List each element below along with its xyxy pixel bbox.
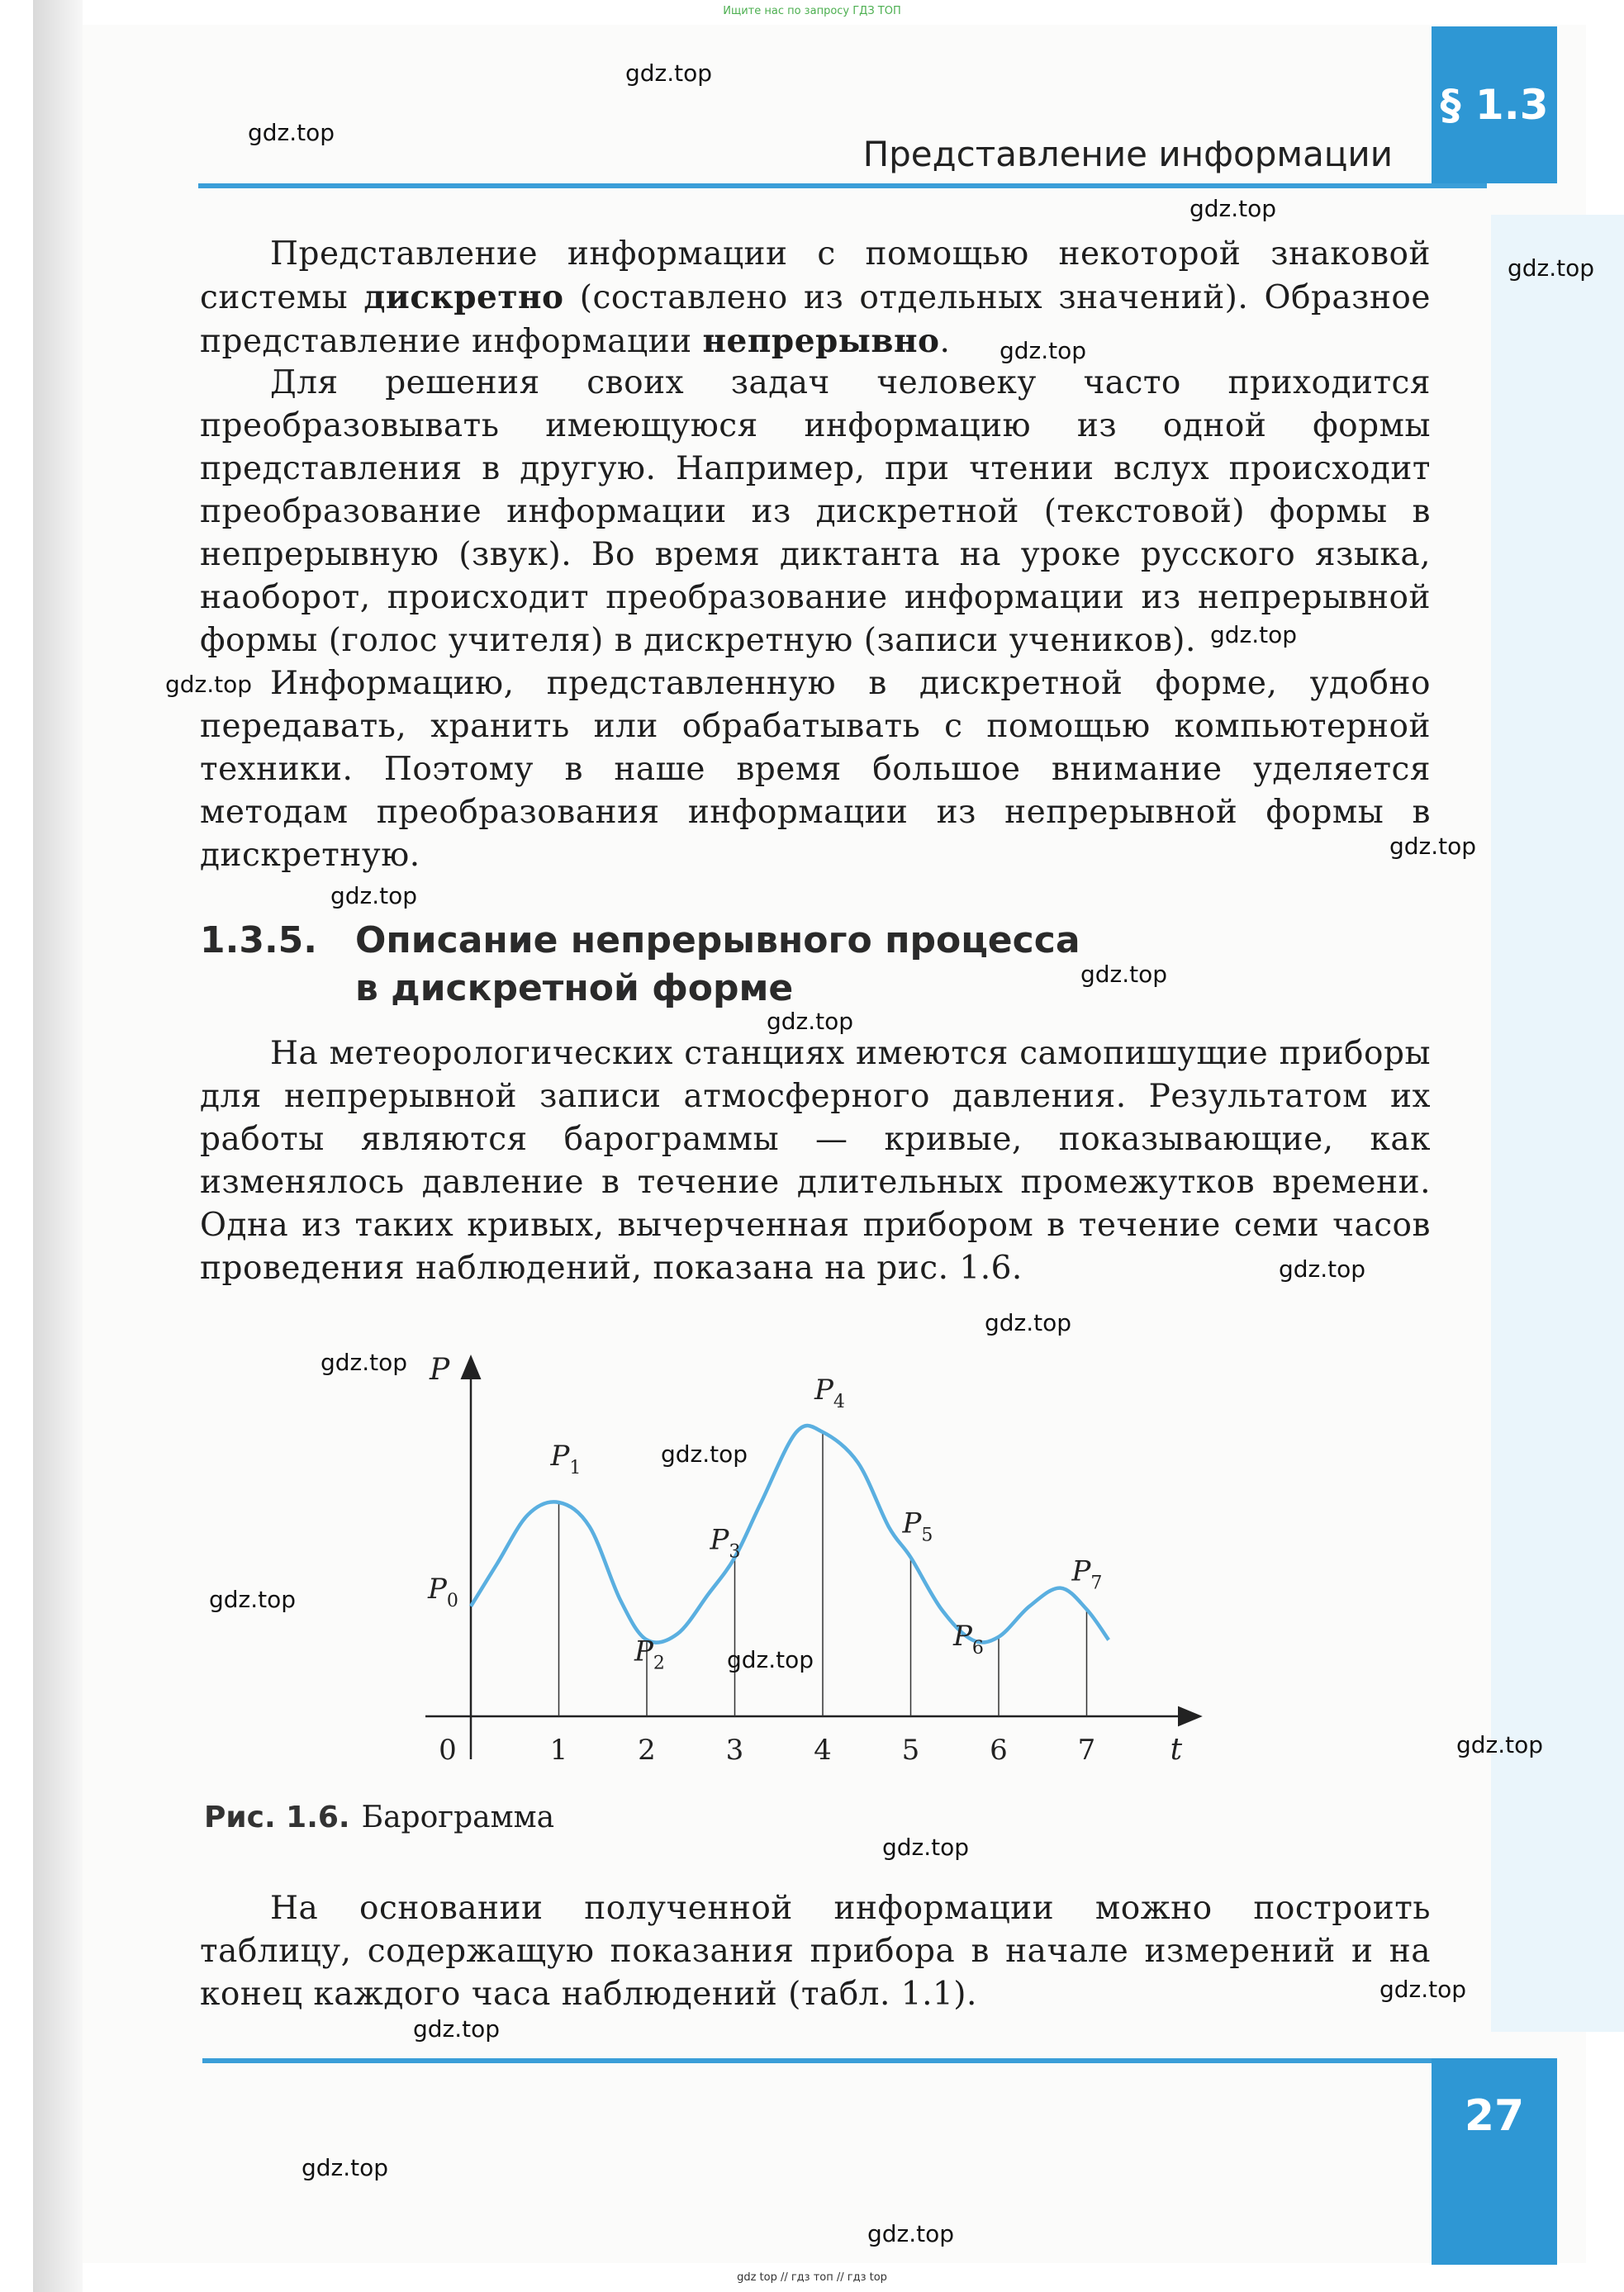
x-tick-label: 6: [990, 1734, 1008, 1767]
x-tick-label: 5: [901, 1734, 920, 1767]
x-axis-label: t: [1170, 1733, 1183, 1767]
watermark: gdz.top: [767, 1008, 854, 1035]
watermark: gdz.top: [321, 1349, 408, 1376]
paragraph-2: Для решения своих задач человеку часто приходится преобразовывать имеющуюся информацию из одной формы представления в другую. Например, при чтении вслух происходит преобразование информации из дискретной (текстовой) формы в непрерывную (звук). Во время диктанта на уроке русского языка, наоборот, происходит преобразование информации из непрерывной формы (голос учителя) в дискретную (записи учеников).: [200, 364, 1431, 659]
page-gutter-shadow: [33, 0, 83, 2292]
point-label: $P_2$: [634, 1635, 665, 1674]
watermark: gdz.top: [867, 2220, 955, 2247]
margin-strip: [1491, 215, 1624, 2032]
watermark: gdz.top: [330, 882, 418, 909]
x-tick-label: 2: [638, 1734, 656, 1767]
watermark: gdz.top: [302, 2154, 389, 2181]
section-tab-label: § 1.3: [1440, 81, 1549, 129]
x-tick-label: 1: [549, 1734, 568, 1767]
watermark: gdz.top: [882, 1834, 970, 1861]
page-number: 27: [1464, 2091, 1525, 2141]
figure-caption-number: Рис. 1.6.: [204, 1801, 350, 1834]
watermark: gdz.top: [1379, 1976, 1467, 2003]
p1-text-c: (составлено из отдельных значений). Образное представление информации: [200, 279, 1431, 360]
page-number-tab: [1432, 2058, 1557, 2265]
paragraph-1: [200, 233, 1431, 363]
paragraph-3: Информацию, представленную в дискретной форме, удобно передавать, хранить или обрабатывать с помощью компьютерной техники. Поэтому в наше время большое внимание уделяется методам преобразования информации из непрерывной формы в дискретную.: [200, 665, 1431, 874]
footer-rule: [202, 2058, 1433, 2063]
point-label: $P_5$: [902, 1507, 933, 1546]
header-rule: [198, 183, 1487, 188]
point-label: $P_3$: [710, 1523, 741, 1563]
watermark: gdz.top: [165, 671, 253, 698]
watermark: gdz.top: [209, 1586, 297, 1613]
watermark: gdz.top: [1279, 1255, 1366, 1283]
point-label: $P_4$: [814, 1373, 845, 1412]
point-label: $P_0$: [428, 1572, 458, 1611]
running-header: Представление информации: [862, 134, 1393, 174]
top-note: Ищите нас по запросу ГДЗ ТОП: [723, 5, 901, 17]
watermark: gdz.top: [727, 1646, 814, 1673]
section-tab: [1432, 26, 1557, 183]
watermark: gdz.top: [1389, 833, 1477, 860]
watermark: gdz.top: [1456, 1731, 1544, 1758]
barogram-figure: [190, 1346, 1264, 1776]
point-label: $P_1$: [550, 1440, 582, 1478]
section-number: 1.3.5.: [200, 919, 317, 961]
paragraph-4: На метеорологических станциях имеются самопишущие приборы для непрерывной записи атмосферного давления. Результатом их работы являются барограммы — кривые, показывающие, как изменялось давление в течение длительных промежутков времени. Одна из таких кривых, вычерченная прибором в течение семи часов проведения наблюдений, показана на рис. 1.6.: [200, 1035, 1431, 1287]
barogram-chart: [190, 1346, 1264, 1776]
paragraph-5: На основании полученной информации можно построить таблицу, содержащую показания прибора в начале измерений и на конец каждого часа наблюдений (табл. 1.1).: [200, 1890, 1431, 2013]
watermark: gdz.top: [1508, 254, 1595, 282]
figure-caption: [204, 1801, 554, 1834]
watermark: gdz.top: [625, 59, 713, 87]
bottom-note: gdz top // гдз топ // гдз top: [737, 2271, 887, 2284]
watermark: gdz.top: [413, 2015, 501, 2043]
p1-text-a: Представление информации с помощью некоторой знаковой системы: [200, 235, 1431, 316]
p1-bold-discrete: дискретно: [363, 278, 564, 316]
point-label: $P_7$: [1071, 1554, 1103, 1594]
watermark: gdz.top: [1080, 961, 1168, 988]
figure-caption-text: Барограмма: [361, 1801, 555, 1834]
watermark: gdz.top: [985, 1309, 1072, 1336]
p1-text-e: .: [939, 323, 951, 360]
watermark: gdz.top: [1210, 621, 1298, 648]
p1-bold-continuous: непрерывно: [702, 322, 940, 360]
x-tick-label: 7: [1077, 1734, 1096, 1767]
x-tick-label: 0: [439, 1734, 457, 1767]
x-tick-label: 3: [725, 1734, 744, 1767]
watermark: gdz.top: [661, 1440, 748, 1468]
x-tick-label: 4: [814, 1734, 832, 1767]
section-title-line1: Описание непрерывного процесса: [355, 919, 1080, 961]
section-heading: [200, 917, 1080, 1013]
watermark: gdz.top: [1000, 337, 1087, 364]
point-label: $P_6$: [953, 1619, 984, 1658]
watermark: gdz.top: [1190, 195, 1277, 222]
section-title-line2: в дискретной форме: [355, 967, 794, 1009]
watermark: gdz.top: [248, 119, 335, 146]
y-axis-label: P: [430, 1353, 450, 1387]
